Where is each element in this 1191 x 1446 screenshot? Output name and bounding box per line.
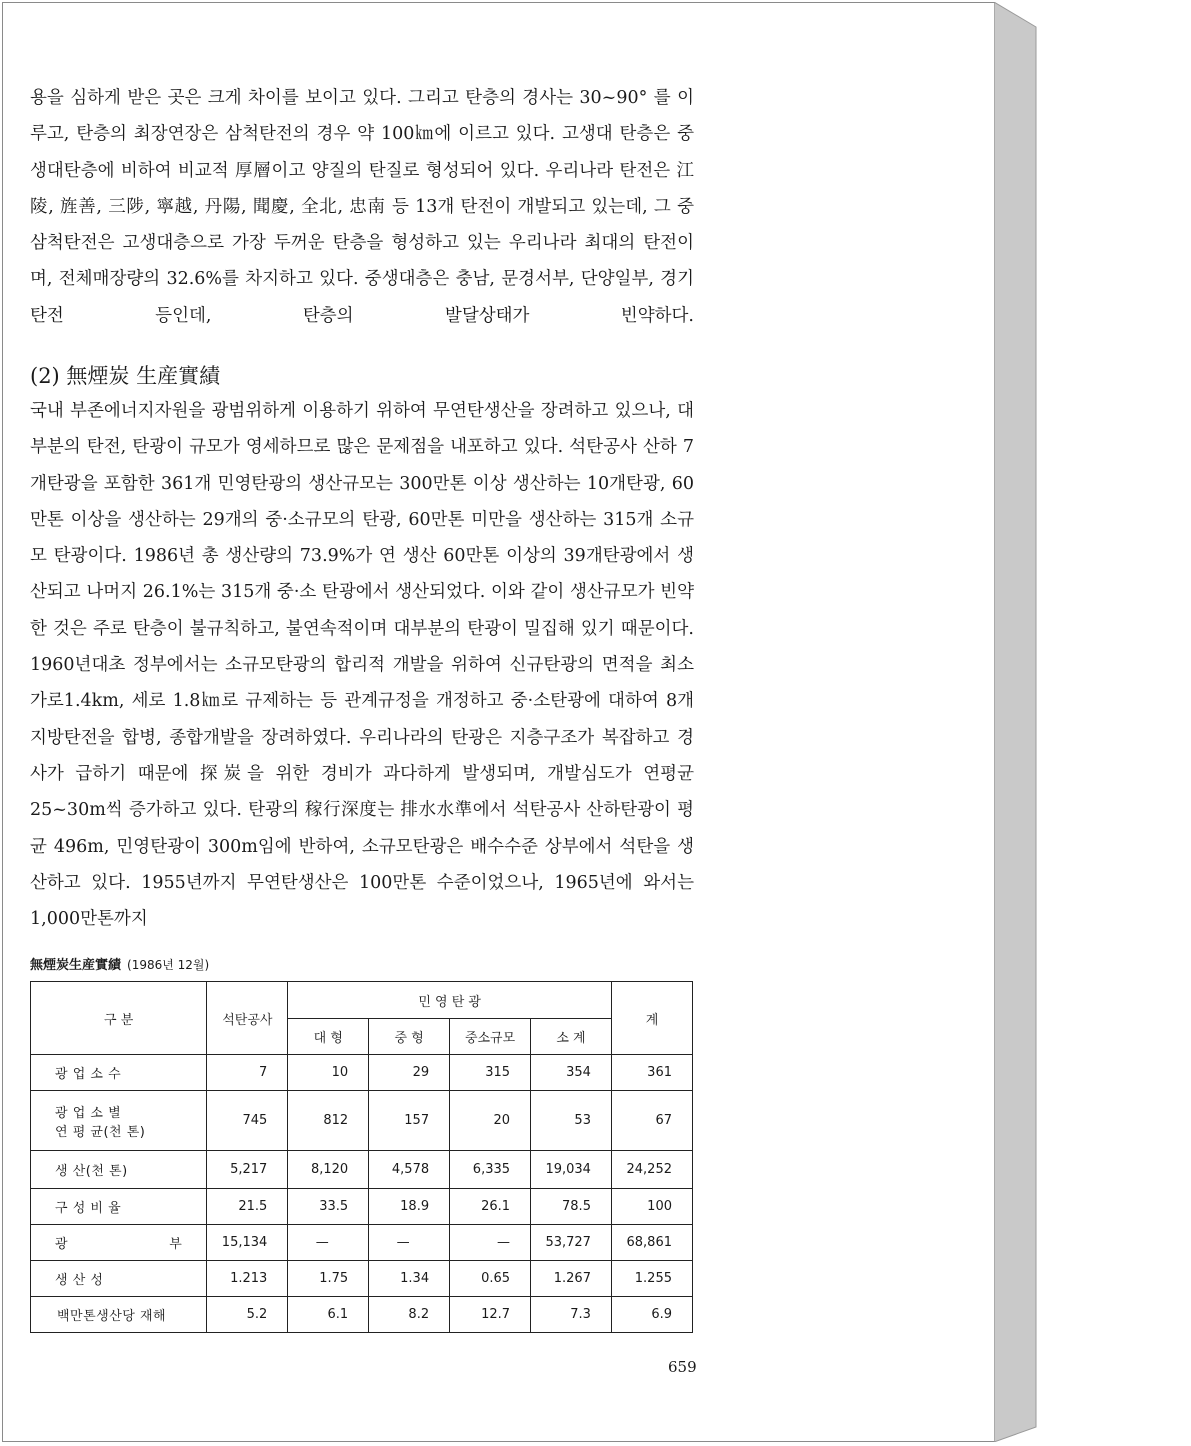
cell-value: 6,335 <box>450 1151 531 1189</box>
row-label: 백만톤생산당 재해 <box>31 1297 207 1333</box>
table-row <box>31 1151 693 1189</box>
cell-value: 29 <box>369 1055 450 1091</box>
cell-value: 15,134 <box>207 1225 288 1261</box>
table-row <box>31 1225 693 1261</box>
header-subtotal: 소 계 <box>531 1019 612 1055</box>
cell-value: 1.255 <box>611 1261 692 1297</box>
cell-value: 33.5 <box>288 1189 369 1225</box>
page-number: 659 <box>668 1358 697 1376</box>
cell-value: 6.1 <box>288 1297 369 1333</box>
paragraph-anthracite-production: 국내 부존에너지자원을 광범위하게 이용하기 위하여 무연탄생산을 장려하고 있으나, 대부분의 탄전, 탄광이 규모가 영세하므로 많은 문제점을 내포하고 있다. 석탄공사 산하 7개탄광을 포함한 361개 민영탄광의 생산규모는 300만톤 이상 생산하는 10개탄광, 60만톤 이상을 생산하는 29개의 중·소규모의 탄광, 60만톤 미만을 생산하는 315개 소규모 탄광이다. 1986년 총 생산량의 73.9%가 연 생산 60만톤 이상의 39개탄광에서 생산되고 나머지 26.1%는 315개 중·소 탄광에서 생산되었다. 이와 같이 생산규모가 빈약한 것은 주로 탄층이 불규칙하고, 불연속적이며 대부분의 탄광이 밀집해 있기 때문이다. 1960년대초 정부에서는 소규모탄광의 합리적 개발을 위하여 신규탄광의 면적을 최소 가로1.4km, 세로 1.8㎞로 규제하는 등 관계규정을 개정하고 중·소탄광에 대하여 8개 지방탄전을 합병, 종합개발을 장려하였다. 우리나라의 탄광은 지층구조가 복잡하고 경사가 급하기 때문에 探炭을 위한 경비가 과다하게 발생되며, 개발심도가 연평균 25~30m씩 증가하고 있다. 탄광의 稼行深度는 排水水準에서 석탄공사 산하탄광이 평균 496m, 민영탄광이 300m임에 반하여, 소규모탄광은 배수수준 상부에서 석탄을 생산하고 있다. 1955년까지 무연탄생산은 100만톤 수준이었으나, 1965년에 와서는 1,000만톤까지 <box>30 401 694 930</box>
header-small-medium: 중소규모 <box>450 1019 531 1055</box>
cell-value: 7 <box>207 1055 288 1091</box>
cell-value: 26.1 <box>450 1189 531 1225</box>
header-large: 대 형 <box>288 1019 369 1055</box>
paragraph-coal-layers: 용을 심하게 받은 곳은 크게 차이를 보이고 있다. 그리고 탄층의 경사는 30~90° 를 이루고, 탄층의 최장연장은 삼척탄전의 경우 약 100㎞에 이르고 있다. 고생대 탄층은 중생대탄층에 비하여 비교적 厚層이고 양질의 탄질로 형성되어 있다. 우리나라 탄전은 江陵, 旌善, 三陟, 寧越, 丹陽, 聞慶, 全北, 忠南 등 13개 탄전이 개발되고 있는데, 그 중 삼척탄전은 고생대층으로 가장 두꺼운 탄층을 형성하고 있는 우리나라 최대의 탄전이며, 전체매장량의 32.6%를 차지하고 있다. 중생대층은 충남, 문경서부, 단양일부, 경기탄전 등인데, 탄층의 발달상태가 빈약하다. <box>30 88 694 326</box>
table-caption-title: 無煙炭生産實績 <box>30 958 122 973</box>
page-edge-shadow <box>994 2 1038 1442</box>
section-title: (2) 無煙炭 生産實績 <box>30 364 221 388</box>
row-label: 광 부 <box>31 1225 207 1261</box>
table-caption-date: (1986년 12월) <box>127 958 210 972</box>
row-label-line1: 광 업 소 별 <box>55 1105 122 1121</box>
row-label: 구 성 비 율 <box>31 1189 207 1225</box>
production-table <box>30 981 693 1333</box>
header-total: 계 <box>611 982 692 1055</box>
row-label-line2: 연 평 균(천 톤) <box>55 1124 146 1140</box>
cell-value: — <box>288 1225 369 1261</box>
cell-value: 745 <box>207 1091 288 1151</box>
cell-value: 53 <box>531 1091 612 1151</box>
cell-value: 5,217 <box>207 1151 288 1189</box>
cell-value: 6.9 <box>611 1297 692 1333</box>
cell-value: 20 <box>450 1091 531 1151</box>
row-label: 생 산 성 <box>31 1261 207 1297</box>
cell-value: 5.2 <box>207 1297 288 1333</box>
table-row <box>31 1297 693 1333</box>
cell-value: 21.5 <box>207 1189 288 1225</box>
cell-value: 315 <box>450 1055 531 1091</box>
cell-value: 100 <box>611 1189 692 1225</box>
row-label: 생 산(천 톤) <box>31 1151 207 1189</box>
header-private-group: 민 영 탄 광 <box>288 982 612 1019</box>
cell-value: 812 <box>288 1091 369 1151</box>
cell-value: 0.65 <box>450 1261 531 1297</box>
cell-value: — <box>369 1225 450 1261</box>
cell-value: 7.3 <box>531 1297 612 1333</box>
cell-value: — <box>450 1225 531 1261</box>
cell-value: 1.75 <box>288 1261 369 1297</box>
cell-value: 354 <box>531 1055 612 1091</box>
cell-value: 18.9 <box>369 1189 450 1225</box>
row-label <box>31 1091 207 1151</box>
table-row <box>31 1055 693 1091</box>
cell-value: 1.267 <box>531 1261 612 1297</box>
cell-value: 8,120 <box>288 1151 369 1189</box>
cell-value: 10 <box>288 1055 369 1091</box>
row-label: 광 업 소 수 <box>31 1055 207 1091</box>
table-row <box>31 1091 693 1151</box>
cell-value: 4,578 <box>369 1151 450 1189</box>
cell-value: 1.213 <box>207 1261 288 1297</box>
cell-value: 53,727 <box>531 1225 612 1261</box>
header-kcc: 석탄공사 <box>207 982 288 1055</box>
cell-value: 8.2 <box>369 1297 450 1333</box>
header-category: 구 분 <box>31 982 207 1055</box>
table-row <box>31 1189 693 1225</box>
cell-value: 361 <box>611 1055 692 1091</box>
table-row <box>31 1261 693 1297</box>
cell-value: 12.7 <box>450 1297 531 1333</box>
cell-value: 78.5 <box>531 1189 612 1225</box>
cell-value: 24,252 <box>611 1151 692 1189</box>
cell-value: 157 <box>369 1091 450 1151</box>
cell-value: 1.34 <box>369 1261 450 1297</box>
cell-value: 67 <box>611 1091 692 1151</box>
header-medium: 중 형 <box>369 1019 450 1055</box>
cell-value: 68,861 <box>611 1225 692 1261</box>
table-caption <box>30 954 209 973</box>
cell-value: 19,034 <box>531 1151 612 1189</box>
